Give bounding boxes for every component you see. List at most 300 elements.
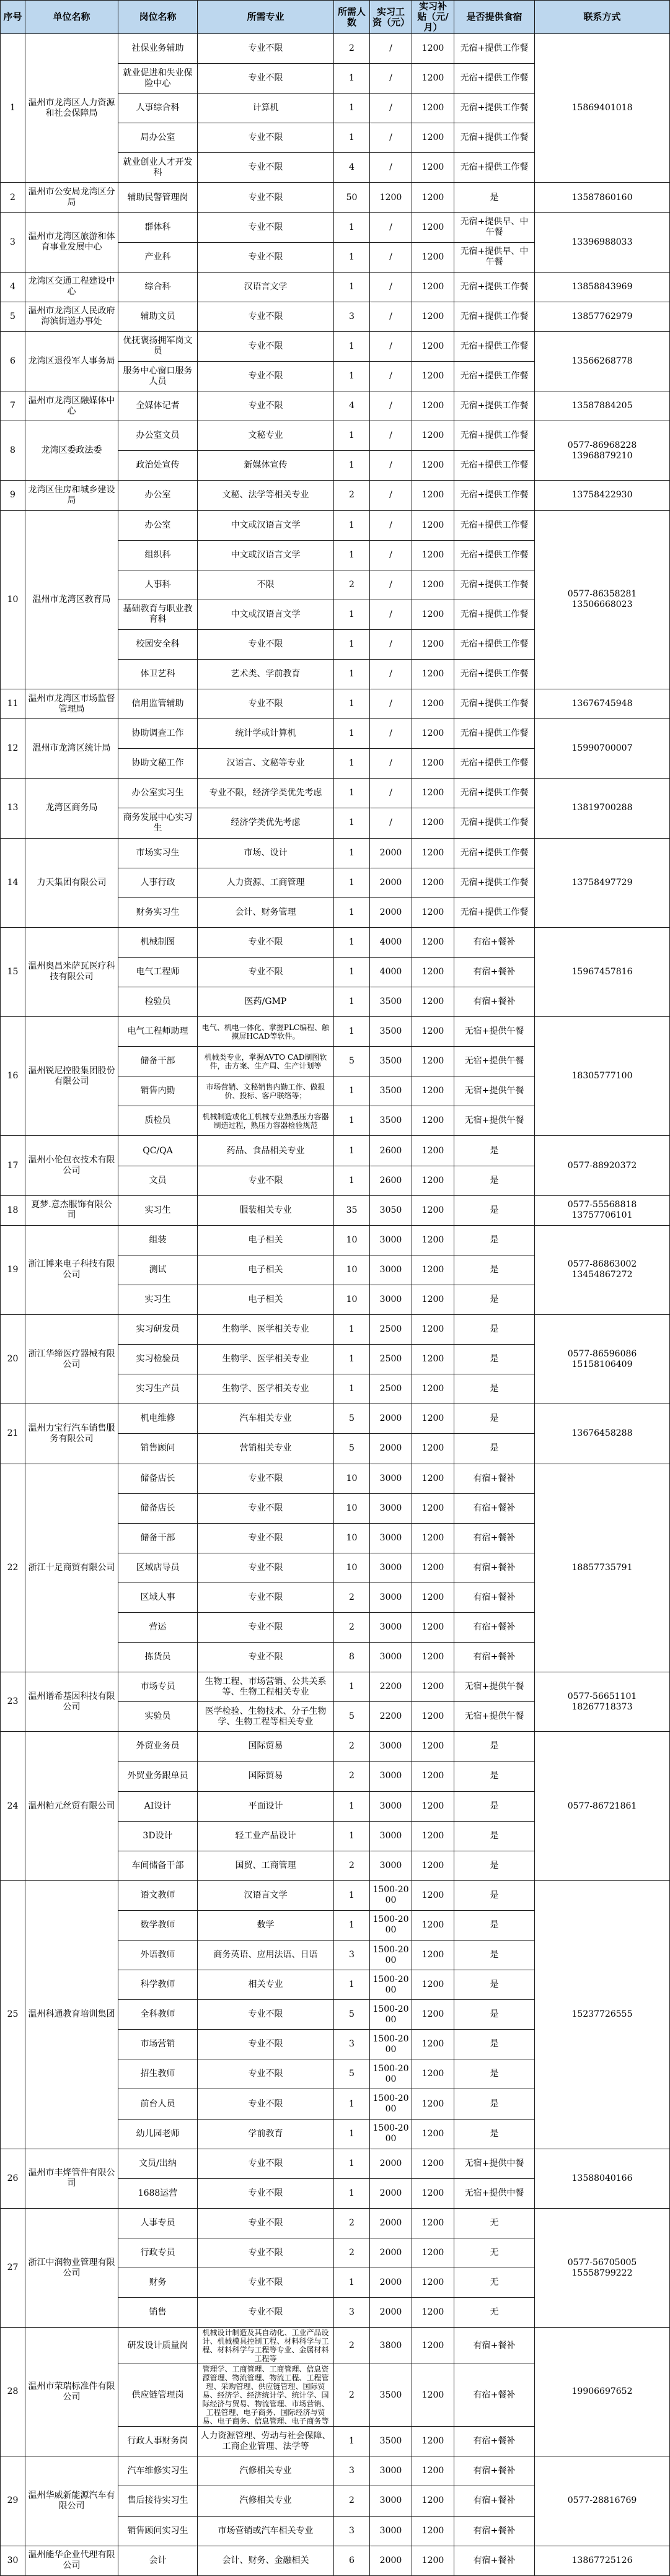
position-cell: 财务 — [118, 2268, 198, 2298]
wage-cell: 3000 — [370, 1464, 412, 1493]
subsidy-cell: 1200 — [412, 868, 454, 897]
position-cell: 电气工程师助理 — [118, 1017, 198, 1047]
board-cell: 是 — [454, 1821, 535, 1851]
seq-cell: 15 — [1, 927, 25, 1016]
board-cell: 有宿+餐补 — [454, 2516, 535, 2546]
board-cell: 是 — [454, 1166, 535, 1195]
wage-cell: 3000 — [370, 2456, 412, 2486]
wage-cell: 3000 — [370, 1732, 412, 1762]
wage-cell: 3500 — [370, 1076, 412, 1106]
count-cell: 1 — [334, 957, 370, 987]
wage-cell: 3000 — [370, 1643, 412, 1672]
count-cell: 2 — [334, 2364, 370, 2427]
subsidy-cell: 1200 — [412, 749, 454, 779]
count-cell: 3 — [334, 2516, 370, 2546]
contact-cell: 0577-86968228 13968879210 — [535, 421, 670, 481]
subsidy-cell: 1200 — [412, 481, 454, 510]
contact-cell: 18857735791 — [535, 1464, 670, 1672]
board-cell: 是 — [454, 1285, 535, 1314]
count-cell: 1 — [334, 1076, 370, 1106]
position-cell: 办公室文员 — [118, 421, 198, 451]
count-cell: 1 — [334, 1374, 370, 1404]
position-cell: 组织科 — [118, 540, 198, 570]
count-cell: 5 — [334, 1702, 370, 1732]
unit-name-cell: 温州市公安局龙湾区分局 — [25, 183, 118, 212]
position-cell: 会计 — [118, 2546, 198, 2575]
subsidy-cell: 1200 — [412, 1612, 454, 1642]
board-cell: 是 — [454, 1434, 535, 1464]
board-cell: 无宿+提供工作餐 — [454, 749, 535, 779]
wage-cell: 2000 — [370, 2298, 412, 2328]
position-cell: 区域人事 — [118, 1583, 198, 1612]
major-cell: 专业不限 — [198, 1523, 334, 1553]
count-cell: 2 — [334, 1612, 370, 1642]
subsidy-cell: 1200 — [412, 2119, 454, 2149]
subsidy-cell: 1200 — [412, 1583, 454, 1612]
major-cell: 汉语言、文秘等专业 — [198, 749, 334, 779]
header-count: 所需人数 — [334, 1, 370, 34]
count-cell: 10 — [334, 1255, 370, 1285]
unit-name-cell: 龙湾区委政法委 — [25, 421, 118, 481]
subsidy-cell: 1200 — [412, 1464, 454, 1493]
count-cell: 2 — [334, 1732, 370, 1762]
major-cell: 专业不限 — [198, 2298, 334, 2328]
position-cell: 服务中心窗口服务人员 — [118, 362, 198, 391]
count-cell: 1 — [334, 659, 370, 689]
count-cell: 1 — [334, 94, 370, 123]
wage-cell: 3500 — [370, 1047, 412, 1076]
board-cell: 有宿+餐补 — [454, 987, 535, 1017]
wage-cell: / — [370, 659, 412, 689]
wage-cell: / — [370, 362, 412, 391]
table-row — [1, 34, 670, 64]
count-cell: 1 — [334, 2149, 370, 2178]
board-cell: 无宿+提供工作餐 — [454, 719, 535, 749]
wage-cell: / — [370, 212, 412, 242]
major-cell: 中文或汉语言文学 — [198, 600, 334, 629]
subsidy-cell: 1200 — [412, 2456, 454, 2486]
subsidy-cell: 1200 — [412, 362, 454, 391]
count-cell: 1 — [334, 64, 370, 94]
wage-cell: 3000 — [370, 1791, 412, 1821]
major-cell: 生物学、医学相关专业 — [198, 1374, 334, 1404]
board-cell: 是 — [454, 1404, 535, 1434]
wage-cell: 3500 — [370, 1106, 412, 1136]
count-cell: 3 — [334, 1941, 370, 1970]
count-cell: 1 — [334, 838, 370, 868]
board-cell: 是 — [454, 2089, 535, 2119]
count-cell: 10 — [334, 1523, 370, 1553]
count-cell: 5 — [334, 2059, 370, 2089]
subsidy-cell: 1200 — [412, 779, 454, 808]
position-cell: 体卫艺科 — [118, 659, 198, 689]
board-cell: 无宿+提供工作餐 — [454, 391, 535, 421]
subsidy-cell: 1200 — [412, 272, 454, 302]
board-cell: 有宿+餐补 — [454, 2456, 535, 2486]
count-cell: 5 — [334, 2000, 370, 2030]
wage-cell: 3000 — [370, 1255, 412, 1285]
subsidy-cell: 1200 — [412, 2000, 454, 2030]
wage-cell: 3500 — [370, 2427, 412, 2456]
major-cell: 专业不限 — [198, 2238, 334, 2268]
contact-cell: 13588040166 — [535, 2149, 670, 2208]
count-cell: 1 — [334, 868, 370, 897]
board-cell: 是 — [454, 1762, 535, 1791]
count-cell: 1 — [334, 1136, 370, 1166]
major-cell: 营销相关专业 — [198, 1434, 334, 1464]
position-cell: 售后接待实习生 — [118, 2486, 198, 2516]
subsidy-cell: 1200 — [412, 1195, 454, 1225]
major-cell: 轻工业产品设计 — [198, 1821, 334, 1851]
major-cell: 管理学、工商管理、工商管理、信息资源管理、物流管理、物流工程、工程管理、采购管理、供应链管理、国际贸易、经济学、经济统计学、统计学、国际经济与贸易、物流管理、市场营销、工程管理、电子商务、国际经济与贸易、电子商务、信息管理、电子商务等 — [198, 2364, 334, 2427]
major-cell: 专业不限，经济学类优先考虑 — [198, 779, 334, 808]
subsidy-cell: 1200 — [412, 1553, 454, 1583]
count-cell: 6 — [334, 2546, 370, 2575]
major-cell: 国际贸易 — [198, 1762, 334, 1791]
wage-cell: / — [370, 451, 412, 481]
wage-cell: / — [370, 689, 412, 719]
major-cell: 专业不限 — [198, 1612, 334, 1642]
board-cell: 无宿+提供午餐 — [454, 1017, 535, 1047]
table-row — [1, 1880, 670, 1910]
major-cell: 专业不限 — [198, 362, 334, 391]
count-cell: 1 — [334, 1970, 370, 2000]
subsidy-cell: 1200 — [412, 1493, 454, 1523]
contact-cell: 0577-88920372 — [535, 1136, 670, 1195]
subsidy-cell: 1200 — [412, 1285, 454, 1314]
wage-cell: 3800 — [370, 2328, 412, 2364]
position-cell: 辅助文员 — [118, 302, 198, 331]
count-cell: 1 — [334, 1880, 370, 1910]
unit-name-cell: 龙湾区商务局 — [25, 779, 118, 838]
board-cell: 有宿+餐补 — [454, 927, 535, 957]
major-cell: 专业不限 — [198, 927, 334, 957]
board-cell: 有宿+餐补 — [454, 2546, 535, 2575]
contact-cell: 13858843969 — [535, 272, 670, 302]
position-cell: 综合科 — [118, 272, 198, 302]
wage-cell: 4000 — [370, 927, 412, 957]
table-row — [1, 1195, 670, 1225]
subsidy-cell: 1200 — [412, 183, 454, 212]
major-cell: 人力资源管理、劳动与社会保障、工商企业管理、法学等 — [198, 2427, 334, 2456]
position-cell: 信用监管辅助 — [118, 689, 198, 719]
board-cell: 是 — [454, 1315, 535, 1345]
major-cell: 专业不限 — [198, 242, 334, 272]
subsidy-cell: 1200 — [412, 302, 454, 331]
major-cell: 机械制造或化工机械专业熟悉压力容器制造过程，熟压力容器检验规范 — [198, 1106, 334, 1136]
position-cell: 储备干部 — [118, 1523, 198, 1553]
position-cell: 优抚褒扬拥军岗文员 — [118, 331, 198, 361]
wage-cell: 1500-2000 — [370, 1910, 412, 1940]
board-cell: 是 — [454, 1225, 535, 1255]
position-cell: 就业促进和失业保险中心 — [118, 64, 198, 94]
subsidy-cell: 1200 — [412, 629, 454, 659]
seq-cell: 10 — [1, 510, 25, 689]
board-cell: 有宿+餐补 — [454, 1553, 535, 1583]
wage-cell: 4000 — [370, 957, 412, 987]
unit-name-cell: 温州奥昌米萨瓦医疗科技有限公司 — [25, 927, 118, 1016]
position-cell: 质检员 — [118, 1106, 198, 1136]
board-cell: 有宿+餐补 — [454, 2486, 535, 2516]
table-row — [1, 510, 670, 540]
unit-name-cell: 龙湾区住房和城乡建设局 — [25, 481, 118, 510]
board-cell: 无宿+提供工作餐 — [454, 481, 535, 510]
contact-cell: 13587860160 — [535, 183, 670, 212]
board-cell: 无 — [454, 2268, 535, 2298]
count-cell: 1 — [334, 927, 370, 957]
count-cell: 1 — [334, 1166, 370, 1195]
position-cell: 产业科 — [118, 242, 198, 272]
unit-name-cell: 温州谱希基因科技有限公司 — [25, 1672, 118, 1732]
board-cell: 无宿+提供午餐 — [454, 1106, 535, 1136]
position-cell: 销售顾问 — [118, 1434, 198, 1464]
position-cell: 全媒体记者 — [118, 391, 198, 421]
seq-cell: 14 — [1, 838, 25, 927]
table-row — [1, 779, 670, 808]
position-cell: 文员/出纳 — [118, 2149, 198, 2178]
wage-cell: 2000 — [370, 2268, 412, 2298]
seq-cell: 12 — [1, 719, 25, 779]
count-cell: 1 — [334, 1345, 370, 1374]
subsidy-cell: 1200 — [412, 1136, 454, 1166]
subsidy-cell: 1200 — [412, 808, 454, 838]
position-cell: 电气工程师 — [118, 957, 198, 987]
subsidy-cell: 1200 — [412, 1643, 454, 1672]
unit-name-cell: 温州市荣瑞标准件有限公司 — [25, 2328, 118, 2456]
subsidy-cell: 1200 — [412, 2238, 454, 2268]
unit-name-cell: 温州市龙湾区教育局 — [25, 510, 118, 689]
count-cell: 1 — [334, 331, 370, 361]
wage-cell: / — [370, 629, 412, 659]
unit-name-cell: 温州市龙湾区市场监督管理局 — [25, 689, 118, 719]
unit-name-cell: 龙湾区交通工程建设中心 — [25, 272, 118, 302]
subsidy-cell: 1200 — [412, 1076, 454, 1106]
subsidy-cell: 1200 — [412, 510, 454, 540]
table-row — [1, 183, 670, 212]
board-cell: 是 — [454, 1732, 535, 1762]
subsidy-cell: 1200 — [412, 1791, 454, 1821]
count-cell: 2 — [334, 34, 370, 64]
contact-cell: 0577-86358281 13506668023 — [535, 510, 670, 689]
subsidy-cell: 1200 — [412, 540, 454, 570]
subsidy-cell: 1200 — [412, 2486, 454, 2516]
position-cell: 机电维修 — [118, 1404, 198, 1434]
wage-cell: / — [370, 808, 412, 838]
table-row — [1, 481, 670, 510]
position-cell: 人事科 — [118, 570, 198, 600]
major-cell: 汽修相关专业 — [198, 2456, 334, 2486]
major-cell: 药品、食品相关专业 — [198, 1136, 334, 1166]
table-row — [1, 838, 670, 868]
contact-cell: 15990700007 — [535, 719, 670, 779]
board-cell: 无宿+提供午餐 — [454, 1076, 535, 1106]
position-cell: 辅助民警管理岗 — [118, 183, 198, 212]
major-cell: 经济学类优先考虑 — [198, 808, 334, 838]
position-cell: 科学教师 — [118, 1970, 198, 2000]
wage-cell: 3000 — [370, 1762, 412, 1791]
wage-cell: 2000 — [370, 838, 412, 868]
count-cell: 10 — [334, 1285, 370, 1314]
subsidy-cell: 1200 — [412, 2178, 454, 2208]
wage-cell: / — [370, 421, 412, 451]
major-cell: 国际贸易 — [198, 1732, 334, 1762]
subsidy-cell: 1200 — [412, 123, 454, 153]
major-cell: 会计、财务、金融相关 — [198, 2546, 334, 2575]
wage-cell: / — [370, 510, 412, 540]
count-cell: 4 — [334, 153, 370, 183]
major-cell: 电子相关 — [198, 1285, 334, 1314]
contact-cell: 0577-56651101 18267718373 — [535, 1672, 670, 1732]
position-cell: 基础教育与职业教育科 — [118, 600, 198, 629]
position-cell: 实习生 — [118, 1285, 198, 1314]
subsidy-cell: 1200 — [412, 1345, 454, 1374]
contact-cell: 13758422930 — [535, 481, 670, 510]
contact-cell: 13819700288 — [535, 779, 670, 838]
count-cell: 2 — [334, 570, 370, 600]
subsidy-cell: 1200 — [412, 1434, 454, 1464]
wage-cell: 3000 — [370, 1285, 412, 1314]
position-cell: 研发设计质量岗 — [118, 2328, 198, 2364]
wage-cell: 1200 — [370, 183, 412, 212]
position-cell: 文员 — [118, 1166, 198, 1195]
board-cell: 无 — [454, 2298, 535, 2328]
subsidy-cell: 1200 — [412, 34, 454, 64]
board-cell: 是 — [454, 1910, 535, 1940]
subsidy-cell: 1200 — [412, 897, 454, 927]
position-cell: 市场专员 — [118, 1672, 198, 1702]
unit-name-cell: 温州市龙湾区人力资源和社会保障局 — [25, 34, 118, 183]
major-cell: 服装相关专业 — [198, 1195, 334, 1225]
unit-name-cell: 浙江博来电子科技有限公司 — [25, 1225, 118, 1314]
position-cell: 人事行政 — [118, 868, 198, 897]
table-row — [1, 927, 670, 957]
unit-name-cell: 温州锐尼控股集团股份有限公司 — [25, 1017, 118, 1136]
unit-name-cell: 温州科通教育培训集团 — [25, 1880, 118, 2149]
subsidy-cell: 1200 — [412, 719, 454, 749]
count-cell: 1 — [334, 212, 370, 242]
seq-cell: 16 — [1, 1017, 25, 1136]
major-cell: 专业不限 — [198, 689, 334, 719]
position-cell: 人事专员 — [118, 2208, 198, 2238]
position-cell: 群体科 — [118, 212, 198, 242]
wage-cell: / — [370, 34, 412, 64]
major-cell: 专业不限 — [198, 957, 334, 987]
wage-cell: / — [370, 481, 412, 510]
major-cell: 医药/GMP — [198, 987, 334, 1017]
seq-cell: 30 — [1, 2546, 25, 2575]
header-row — [1, 1, 670, 34]
major-cell: 汽修相关专业 — [198, 2486, 334, 2516]
board-cell: 有宿+餐补 — [454, 957, 535, 987]
wage-cell: 2000 — [370, 2546, 412, 2575]
board-cell: 无宿+提供工作餐 — [454, 451, 535, 481]
subsidy-cell: 1200 — [412, 2546, 454, 2575]
count-cell: 2 — [334, 2328, 370, 2364]
wage-cell: 3000 — [370, 1553, 412, 1583]
board-cell: 是 — [454, 1345, 535, 1374]
major-cell: 中文或汉语言文学 — [198, 540, 334, 570]
subsidy-cell: 1200 — [412, 2268, 454, 2298]
major-cell: 计算机 — [198, 94, 334, 123]
wage-cell: 1500-2000 — [370, 2059, 412, 2089]
wage-cell: 3500 — [370, 987, 412, 1017]
major-cell: 生物工程、市场营销、公共关系等、生物工程相关专业 — [198, 1672, 334, 1702]
unit-name-cell: 温州市丰烨管件有限公司 — [25, 2149, 118, 2208]
board-cell: 是 — [454, 1136, 535, 1166]
subsidy-cell: 1200 — [412, 1910, 454, 1940]
position-cell: 营运 — [118, 1612, 198, 1642]
board-cell: 是 — [454, 1970, 535, 2000]
major-cell: 专业不限 — [198, 1583, 334, 1612]
position-cell: 区域店导员 — [118, 1553, 198, 1583]
count-cell: 1 — [334, 1672, 370, 1702]
board-cell: 无宿+提供工作餐 — [454, 897, 535, 927]
subsidy-cell: 1200 — [412, 1941, 454, 1970]
subsidy-cell: 1200 — [412, 987, 454, 1017]
count-cell: 1 — [334, 451, 370, 481]
subsidy-cell: 1200 — [412, 2149, 454, 2178]
position-cell: 行政人事财务岗 — [118, 2427, 198, 2456]
position-cell: 前台人员 — [118, 2089, 198, 2119]
count-cell: 2 — [334, 2486, 370, 2516]
table-row — [1, 2328, 670, 2364]
unit-name-cell: 温州力宝行汽车销售服务有限公司 — [25, 1404, 118, 1464]
unit-name-cell: 夏梦.意杰服饰有限公司 — [25, 1195, 118, 1225]
board-cell: 无宿+提供工作餐 — [454, 570, 535, 600]
board-cell: 是 — [454, 1851, 535, 1880]
wage-cell: / — [370, 331, 412, 361]
table-row — [1, 689, 670, 719]
wage-cell: 3000 — [370, 1821, 412, 1851]
seq-cell: 22 — [1, 1464, 25, 1672]
wage-cell: / — [370, 391, 412, 421]
subsidy-cell: 1200 — [412, 2089, 454, 2119]
board-cell: 是 — [454, 1941, 535, 1970]
count-cell: 3 — [334, 302, 370, 331]
major-cell: 市场营销、文秘销售内勤工作、做报价、投标、客户联络等； — [198, 1076, 334, 1106]
count-cell: 10 — [334, 1493, 370, 1523]
header-board: 是否提供食宿 — [454, 1, 535, 34]
board-cell: 是 — [454, 1255, 535, 1285]
contact-cell: 13676745948 — [535, 689, 670, 719]
header-major: 所需专业 — [198, 1, 334, 34]
count-cell: 5 — [334, 1047, 370, 1076]
subsidy-cell: 1200 — [412, 1762, 454, 1791]
position-cell: 幼儿园老师 — [118, 2119, 198, 2149]
header-position: 岗位名称 — [118, 1, 198, 34]
board-cell: 有宿+餐补 — [454, 2328, 535, 2364]
table-row — [1, 1464, 670, 1493]
wage-cell: / — [370, 153, 412, 183]
contact-cell: 13758497729 — [535, 838, 670, 927]
position-cell: 销售 — [118, 2298, 198, 2328]
unit-name-cell: 浙江十足商贸有限公司 — [25, 1464, 118, 1672]
count-cell: 1 — [334, 987, 370, 1017]
major-cell: 专业不限 — [198, 2178, 334, 2208]
contact-cell: 15869401018 — [535, 34, 670, 183]
count-cell: 50 — [334, 183, 370, 212]
subsidy-cell: 1200 — [412, 1880, 454, 1910]
count-cell: 5 — [334, 1434, 370, 1464]
subsidy-cell: 1200 — [412, 2328, 454, 2364]
wage-cell: 3000 — [370, 1523, 412, 1553]
subsidy-cell: 1200 — [412, 1851, 454, 1880]
contact-cell: 0577-56705005 15558799222 — [535, 2208, 670, 2327]
count-cell: 1 — [334, 510, 370, 540]
wage-cell: 1500-2000 — [370, 1970, 412, 2000]
seq-cell: 19 — [1, 1225, 25, 1314]
table-row — [1, 1404, 670, 1434]
